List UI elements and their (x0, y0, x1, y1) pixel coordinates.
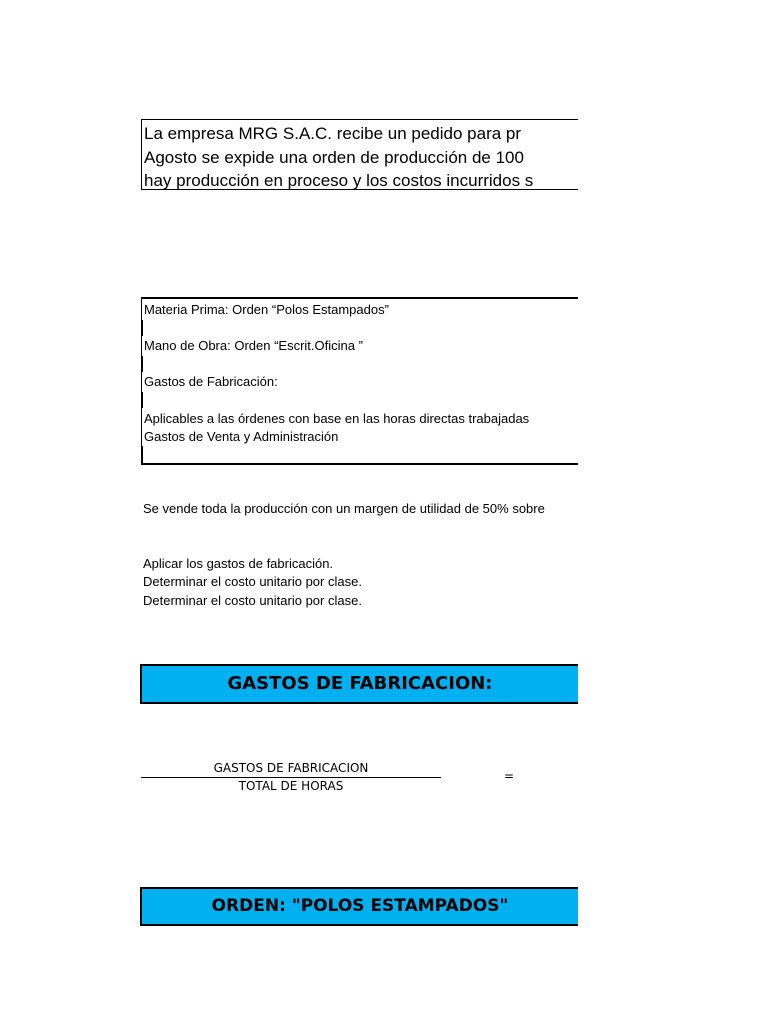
section-banner-gastos-fabricacion: GASTOS DE FABRICACION: (140, 664, 578, 704)
section-banner-orden-polos: ORDEN: "POLOS ESTAMPADOS" (140, 887, 578, 926)
cost-items-box (141, 297, 578, 465)
cost-item-materia-prima: Materia Prima: Orden “Polos Estampados” (144, 302, 389, 317)
problem-statement-box (141, 119, 578, 190)
formula-numerator: GASTOS DE FABRICACION (213, 761, 369, 775)
formula-denominator: TOTAL DE HORAS (238, 779, 344, 793)
cell-border-marker (141, 356, 143, 372)
problem-statement-line-3: hay producción en proceso y los costos incurridos s (144, 171, 534, 190)
cost-item-aplicables: Aplicables a las órdenes con base en las horas directas trabajadas (144, 411, 530, 426)
task-3: Determinar el costo unitario por clase. (143, 593, 362, 608)
cost-item-gastos-venta: Gastos de Venta y Administración (144, 429, 339, 444)
task-2: Determinar el costo unitario por clase. (143, 574, 362, 589)
formula-equals: = (504, 769, 515, 783)
cell-border-marker (141, 392, 143, 408)
task-1: Aplicar los gastos de fabricación. (143, 556, 334, 571)
cost-item-mano-de-obra: Mano de Obra: Orden “Escrit.Oficina ” (144, 338, 363, 353)
problem-statement-line-2: Agosto se expide una orden de producción de 100 (144, 148, 524, 167)
cost-item-gastos-fabricacion: Gastos de Fabricación: (144, 374, 278, 389)
problem-statement-line-1: La empresa MRG S.A.C. recibe un pedido para pr (144, 124, 522, 143)
formula-fraction-line (141, 777, 441, 778)
sale-note: Se vende toda la producción con un margen de utilidad de 50% sobre (143, 501, 545, 516)
cell-border-marker (141, 320, 143, 336)
cell-border-marker (141, 446, 143, 463)
